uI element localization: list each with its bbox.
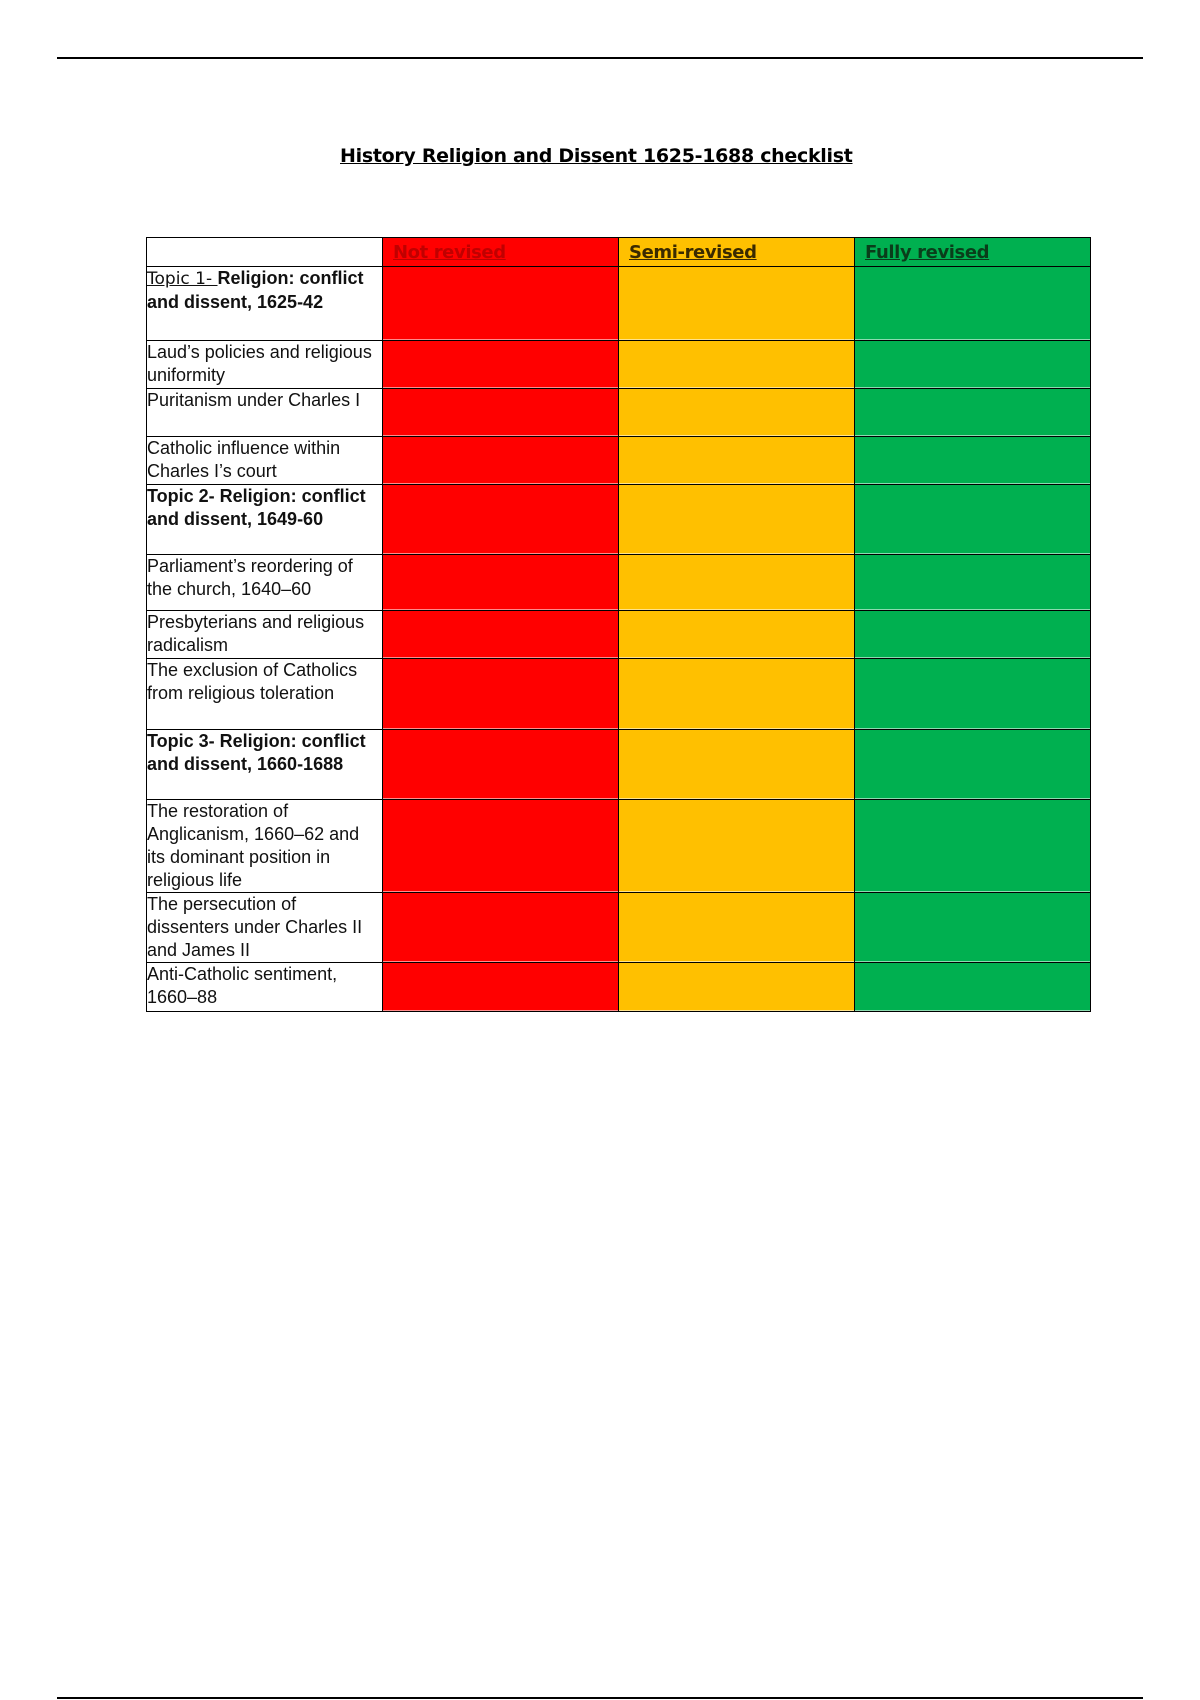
header-row xyxy=(147,238,1091,267)
table-row xyxy=(147,555,1091,611)
footer-rule xyxy=(57,1697,1143,1699)
fully-revised-cell[interactable] xyxy=(855,267,1091,341)
header-semi-revised-label: Semi-revised xyxy=(629,242,757,263)
not-revised-cell[interactable] xyxy=(383,555,619,611)
header-semi-revised xyxy=(619,238,855,267)
topic-item-cell: Puritanism under Charles I xyxy=(147,389,383,437)
not-revised-cell[interactable] xyxy=(383,963,619,1012)
fully-revised-cell[interactable] xyxy=(855,341,1091,389)
header-topic-cell xyxy=(147,238,383,267)
fully-revised-cell[interactable] xyxy=(855,893,1091,963)
fully-revised-cell[interactable] xyxy=(855,389,1091,437)
table-row xyxy=(147,730,1091,800)
semi-revised-cell[interactable] xyxy=(619,963,855,1012)
topic-item-cell: Laud’s policies and religious uniformity xyxy=(147,341,383,389)
fully-revised-cell[interactable] xyxy=(855,800,1091,893)
header-not-revised xyxy=(383,238,619,267)
header-fully-revised-label: Fully revised xyxy=(865,242,990,263)
not-revised-cell[interactable] xyxy=(383,341,619,389)
fully-revised-cell[interactable] xyxy=(855,611,1091,659)
table-row xyxy=(147,611,1091,659)
header-rule xyxy=(57,57,1143,59)
not-revised-cell[interactable] xyxy=(383,730,619,800)
semi-revised-cell[interactable] xyxy=(619,389,855,437)
table-row xyxy=(147,341,1091,389)
not-revised-cell[interactable] xyxy=(383,267,619,341)
not-revised-cell[interactable] xyxy=(383,437,619,485)
header-not-revised-label: Not revised xyxy=(393,242,506,263)
revision-checklist-table xyxy=(146,237,1091,1012)
table-row xyxy=(147,389,1091,437)
not-revised-cell[interactable] xyxy=(383,893,619,963)
topic-item-cell: Presbyterians and religious radicalism xyxy=(147,611,383,659)
semi-revised-cell[interactable] xyxy=(619,437,855,485)
semi-revised-cell[interactable] xyxy=(619,611,855,659)
semi-revised-cell[interactable] xyxy=(619,341,855,389)
fully-revised-cell[interactable] xyxy=(855,963,1091,1012)
semi-revised-cell[interactable] xyxy=(619,485,855,555)
semi-revised-cell[interactable] xyxy=(619,800,855,893)
topic-item-cell: Parliament’s reordering of the church, 1640–60 xyxy=(147,555,383,611)
table-row xyxy=(147,963,1091,1012)
header-fully-revised xyxy=(855,238,1091,267)
fully-revised-cell[interactable] xyxy=(855,659,1091,730)
semi-revised-cell[interactable] xyxy=(619,893,855,963)
topic-item-cell: Catholic influence within Charles I’s court xyxy=(147,437,383,485)
semi-revised-cell[interactable] xyxy=(619,555,855,611)
fully-revised-cell[interactable] xyxy=(855,555,1091,611)
topic-heading-label: Religion: conflict and dissent, 1625-42 xyxy=(147,268,364,312)
topic-prefix: Topic 1- xyxy=(147,269,218,289)
topic-heading-cell: Topic 2- Religion: conflict and dissent, 1649-60 xyxy=(147,485,383,555)
semi-revised-cell[interactable] xyxy=(619,267,855,341)
table-row xyxy=(147,800,1091,893)
not-revised-cell[interactable] xyxy=(383,659,619,730)
table-row xyxy=(147,437,1091,485)
topic-item-cell: The exclusion of Catholics from religious toleration xyxy=(147,659,383,730)
not-revised-cell[interactable] xyxy=(383,389,619,437)
table-row xyxy=(147,267,1091,341)
not-revised-cell[interactable] xyxy=(383,800,619,893)
semi-revised-cell[interactable] xyxy=(619,730,855,800)
topic-item-cell: The persecution of dissenters under Charles II and James II xyxy=(147,893,383,963)
table-row xyxy=(147,485,1091,555)
semi-revised-cell[interactable] xyxy=(619,659,855,730)
fully-revised-cell[interactable] xyxy=(855,437,1091,485)
topic-heading-cell xyxy=(147,267,383,341)
table-row xyxy=(147,659,1091,730)
fully-revised-cell[interactable] xyxy=(855,730,1091,800)
topic-heading-cell: Topic 3- Religion: conflict and dissent, 1660-1688 xyxy=(147,730,383,800)
document-title: History Religion and Dissent 1625-1688 checklist xyxy=(340,145,853,167)
not-revised-cell[interactable] xyxy=(383,611,619,659)
topic-item-cell: The restoration of Anglicanism, 1660–62 and its dominant position in religious life xyxy=(147,800,383,893)
table-row xyxy=(147,893,1091,963)
fully-revised-cell[interactable] xyxy=(855,485,1091,555)
not-revised-cell[interactable] xyxy=(383,485,619,555)
topic-item-cell: Anti-Catholic sentiment, 1660–88 xyxy=(147,963,383,1012)
